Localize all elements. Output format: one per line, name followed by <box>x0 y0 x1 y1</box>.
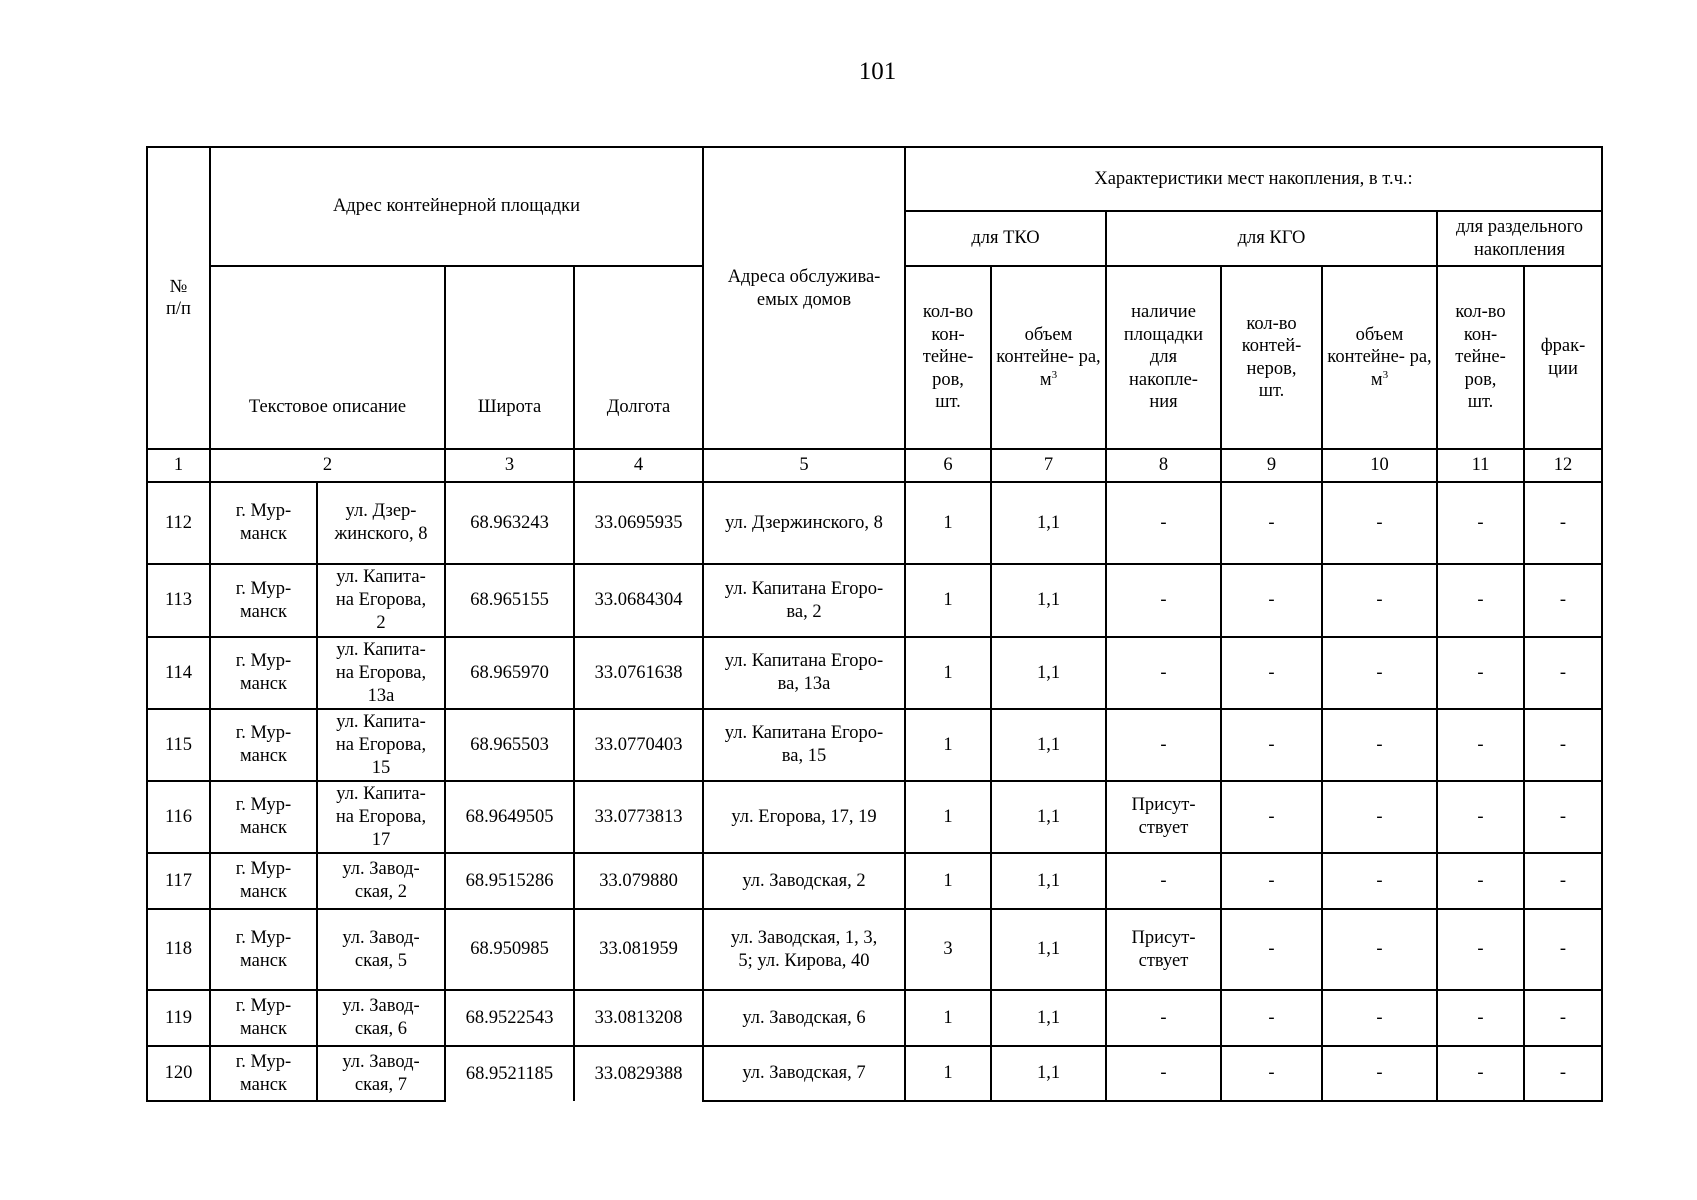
header-longitude: Долгота <box>574 266 703 449</box>
table-row <box>147 1046 1602 1101</box>
row-longitude: 33.0770403 <box>574 709 703 781</box>
column-number: 12 <box>1524 449 1602 482</box>
header-sep-fractions: фрак- ции <box>1524 266 1602 449</box>
row-kgo-site: Присут- ствует <box>1106 909 1221 990</box>
column-number-row <box>147 449 1602 482</box>
row-longitude: 33.0695935 <box>574 482 703 564</box>
row-tko-count: 1 <box>905 853 991 909</box>
row-kgo-volume: - <box>1322 1046 1437 1101</box>
row-kgo-site: - <box>1106 709 1221 781</box>
row-served-houses: ул. Заводская, 7 <box>703 1046 905 1101</box>
row-street: ул. Капита- на Егорова, 13а <box>317 637 445 709</box>
row-kgo-volume: - <box>1322 564 1437 637</box>
row-kgo-site: - <box>1106 990 1221 1046</box>
row-kgo-count: - <box>1221 990 1322 1046</box>
header-kgo: для КГО <box>1106 211 1437 266</box>
row-number: 116 <box>147 781 210 853</box>
row-kgo-count: - <box>1221 564 1322 637</box>
row-sep-fractions: - <box>1524 637 1602 709</box>
row-street: ул. Дзер- жинского, 8 <box>317 482 445 564</box>
header-tko-volume <box>991 266 1106 449</box>
row-tko-volume: 1,1 <box>991 709 1106 781</box>
row-sep-fractions: - <box>1524 1046 1602 1101</box>
row-kgo-site: - <box>1106 637 1221 709</box>
row-tko-volume: 1,1 <box>991 990 1106 1046</box>
row-sep-count: - <box>1437 909 1524 990</box>
row-kgo-site: Присут- ствует <box>1106 781 1221 853</box>
table-row <box>147 909 1602 990</box>
row-kgo-volume: - <box>1322 482 1437 564</box>
row-tko-volume: 1,1 <box>991 482 1106 564</box>
column-number: 5 <box>703 449 905 482</box>
column-number: 4 <box>574 449 703 482</box>
row-longitude: 33.0684304 <box>574 564 703 637</box>
row-street: ул. Завод- ская, 5 <box>317 909 445 990</box>
row-number: 120 <box>147 1046 210 1101</box>
row-sep-count: - <box>1437 853 1524 909</box>
row-served-houses: ул. Капитана Егоро- ва, 13а <box>703 637 905 709</box>
table-header <box>147 147 1602 482</box>
row-city: г. Мур- манск <box>210 564 317 637</box>
table-row <box>147 853 1602 909</box>
table-row <box>147 637 1602 709</box>
row-served-houses: ул. Заводская, 2 <box>703 853 905 909</box>
header-kgo-volume-label: объем контейне- ра, <box>1327 324 1432 368</box>
container-sites-table <box>146 146 1603 1102</box>
header-kgo-volume-unit: м <box>1370 369 1383 390</box>
row-latitude: 68.9521185 <box>445 1046 574 1101</box>
row-sep-count: - <box>1437 1046 1524 1101</box>
row-tko-count: 1 <box>905 564 991 637</box>
column-number: 10 <box>1322 449 1437 482</box>
table-row <box>147 781 1602 853</box>
row-longitude: 33.0813208 <box>574 990 703 1046</box>
row-kgo-site: - <box>1106 1046 1221 1101</box>
row-tko-count: 1 <box>905 637 991 709</box>
row-served-houses: ул. Дзержинского, 8 <box>703 482 905 564</box>
row-tko-count: 1 <box>905 482 991 564</box>
row-sep-count: - <box>1437 564 1524 637</box>
header-separate: для раздельного накопления <box>1437 211 1602 266</box>
row-street: ул. Капита- на Егорова, 17 <box>317 781 445 853</box>
row-tko-volume: 1,1 <box>991 909 1106 990</box>
row-city: г. Мур- манск <box>210 1046 317 1101</box>
header-tko-volume-unit: м <box>1039 369 1052 390</box>
header-sep-count: кол-во кон- тейне- ров, шт. <box>1437 266 1524 449</box>
row-sep-count: - <box>1437 990 1524 1046</box>
row-kgo-count: - <box>1221 781 1322 853</box>
row-kgo-count: - <box>1221 709 1322 781</box>
row-city: г. Мур- манск <box>210 990 317 1046</box>
header-tko: для ТКО <box>905 211 1106 266</box>
row-tko-volume: 1,1 <box>991 853 1106 909</box>
row-street: ул. Завод- ская, 6 <box>317 990 445 1046</box>
column-number: 11 <box>1437 449 1524 482</box>
table-row <box>147 564 1602 637</box>
row-tko-count: 1 <box>905 990 991 1046</box>
row-kgo-volume: - <box>1322 990 1437 1046</box>
table-row <box>147 709 1602 781</box>
header-characteristics: Характеристики мест накопления, в т.ч.: <box>905 147 1602 211</box>
row-kgo-count: - <box>1221 853 1322 909</box>
row-city: г. Мур- манск <box>210 781 317 853</box>
row-latitude: 68.950985 <box>445 909 574 990</box>
header-latitude: Широта <box>445 266 574 449</box>
row-sep-count: - <box>1437 637 1524 709</box>
row-kgo-volume: - <box>1322 637 1437 709</box>
row-tko-count: 1 <box>905 1046 991 1101</box>
row-longitude: 33.079880 <box>574 853 703 909</box>
header-tko-count: кол-во кон- тейне- ров, шт. <box>905 266 991 449</box>
column-number: 7 <box>991 449 1106 482</box>
column-number: 8 <box>1106 449 1221 482</box>
column-number: 3 <box>445 449 574 482</box>
row-tko-volume: 1,1 <box>991 564 1106 637</box>
row-city: г. Мур- манск <box>210 853 317 909</box>
header-kgo-site: наличие площадки для накопле- ния <box>1106 266 1221 449</box>
row-city: г. Мур- манск <box>210 709 317 781</box>
header-address-text: Текстовое описание <box>210 266 445 449</box>
row-served-houses: ул. Капитана Егоро- ва, 15 <box>703 709 905 781</box>
row-kgo-site: - <box>1106 853 1221 909</box>
column-number: 9 <box>1221 449 1322 482</box>
row-sep-fractions: - <box>1524 990 1602 1046</box>
row-number: 112 <box>147 482 210 564</box>
row-sep-fractions: - <box>1524 909 1602 990</box>
row-sep-count: - <box>1437 781 1524 853</box>
row-street: ул. Завод- ская, 2 <box>317 853 445 909</box>
row-tko-count: 1 <box>905 709 991 781</box>
row-number: 119 <box>147 990 210 1046</box>
row-number: 118 <box>147 909 210 990</box>
row-sep-fractions: - <box>1524 853 1602 909</box>
column-number: 6 <box>905 449 991 482</box>
row-latitude: 68.965155 <box>445 564 574 637</box>
header-tko-volume-label: объем контейне- ра, <box>996 324 1101 368</box>
row-sep-count: - <box>1437 709 1524 781</box>
table-body <box>147 482 1602 1101</box>
row-tko-volume: 1,1 <box>991 1046 1106 1101</box>
row-longitude: 33.0761638 <box>574 637 703 709</box>
header-num: № п/п <box>147 147 210 449</box>
row-sep-fractions: - <box>1524 564 1602 637</box>
column-number: 2 <box>210 449 445 482</box>
row-kgo-volume: - <box>1322 709 1437 781</box>
row-kgo-volume: - <box>1322 909 1437 990</box>
page-number: 101 <box>858 58 897 85</box>
row-kgo-count: - <box>1221 637 1322 709</box>
row-number: 115 <box>147 709 210 781</box>
row-kgo-site: - <box>1106 482 1221 564</box>
row-kgo-count: - <box>1221 482 1322 564</box>
header-address-group: Адрес контейнерной площадки <box>210 147 703 266</box>
row-latitude: 68.9515286 <box>445 853 574 909</box>
row-sep-fractions: - <box>1524 482 1602 564</box>
row-kgo-volume: - <box>1322 853 1437 909</box>
row-sep-count: - <box>1437 482 1524 564</box>
row-served-houses: ул. Заводская, 1, 3, 5; ул. Кирова, 40 <box>703 909 905 990</box>
header-served-houses: Адреса обслужива- емых домов <box>703 147 905 449</box>
row-street: ул. Капита- на Егорова, 15 <box>317 709 445 781</box>
row-city: г. Мур- манск <box>210 637 317 709</box>
row-kgo-site: - <box>1106 564 1221 637</box>
row-longitude: 33.0829388 <box>574 1046 703 1101</box>
row-kgo-count: - <box>1221 909 1322 990</box>
row-number: 117 <box>147 853 210 909</box>
header-kgo-volume <box>1322 266 1437 449</box>
row-longitude: 33.0773813 <box>574 781 703 853</box>
row-tko-volume: 1,1 <box>991 781 1106 853</box>
row-served-houses: ул. Егорова, 17, 19 <box>703 781 905 853</box>
row-tko-count: 1 <box>905 781 991 853</box>
row-latitude: 68.965970 <box>445 637 574 709</box>
row-city: г. Мур- манск <box>210 909 317 990</box>
row-number: 113 <box>147 564 210 637</box>
row-served-houses: ул. Заводская, 6 <box>703 990 905 1046</box>
header-kgo-count: кол-во контей- неров, шт. <box>1221 266 1322 449</box>
row-kgo-volume: - <box>1322 781 1437 853</box>
row-latitude: 68.965503 <box>445 709 574 781</box>
row-latitude: 68.9522543 <box>445 990 574 1046</box>
row-tko-volume: 1,1 <box>991 637 1106 709</box>
row-latitude: 68.9649505 <box>445 781 574 853</box>
row-kgo-count: - <box>1221 1046 1322 1101</box>
table-row <box>147 990 1602 1046</box>
row-sep-fractions: - <box>1524 781 1602 853</box>
header-tko-volume-power: 3 <box>1051 368 1058 381</box>
row-longitude: 33.081959 <box>574 909 703 990</box>
row-served-houses: ул. Капитана Егоро- ва, 2 <box>703 564 905 637</box>
column-number: 1 <box>147 449 210 482</box>
table-row <box>147 482 1602 564</box>
row-latitude: 68.963243 <box>445 482 574 564</box>
row-sep-fractions: - <box>1524 709 1602 781</box>
row-street: ул. Завод- ская, 7 <box>317 1046 445 1101</box>
row-number: 114 <box>147 637 210 709</box>
row-tko-count: 3 <box>905 909 991 990</box>
header-kgo-volume-power: 3 <box>1382 368 1389 381</box>
row-city: г. Мур- манск <box>210 482 317 564</box>
row-street: ул. Капита- на Егорова, 2 <box>317 564 445 637</box>
